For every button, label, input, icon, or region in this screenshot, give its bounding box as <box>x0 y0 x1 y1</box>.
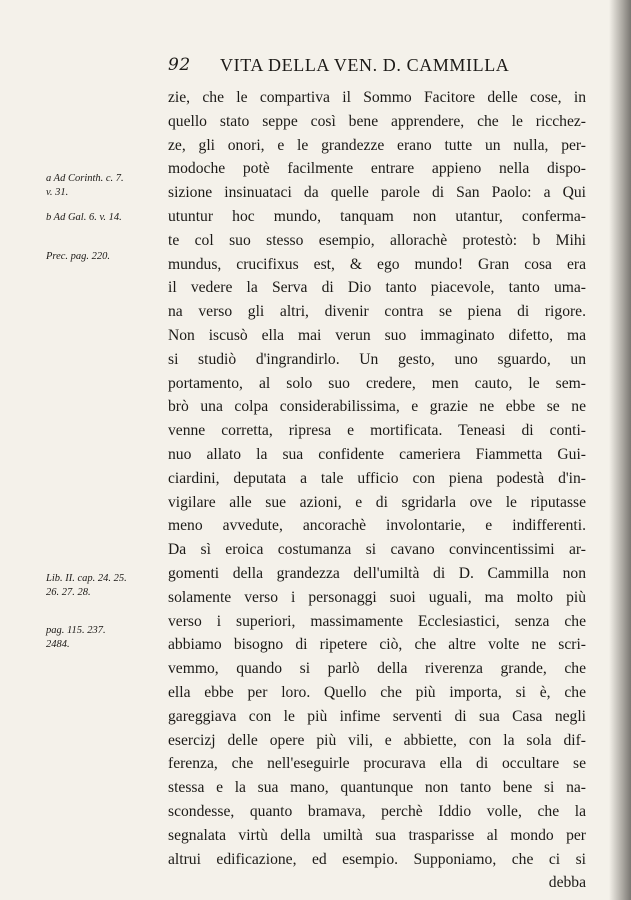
text-line: scondesse, quanto bramava, perchè Iddio volle, che la <box>168 802 586 820</box>
running-title: VITA DELLA VEN. D. CAMMILLA <box>220 55 510 75</box>
text-line: ferenza, che nell'eseguirle procurava ella di occultare se <box>168 755 586 773</box>
text-line: si studiò d'ingrandirlo. Un gesto, uno sguardo, un <box>168 350 586 368</box>
margin-note-line: Prec. pag. 220. <box>46 251 111 262</box>
text-line: esercizj delle opere più vili, e abbiette, con la sola dif- <box>168 731 586 749</box>
text-line: gareggiava con le più infime serventi di sua Casa negli <box>168 707 586 725</box>
margin-note-book-chapter <box>46 572 162 600</box>
text-line: abbiamo bisogno di ripetere ciò, che altre volte ne scri- <box>168 636 586 654</box>
margin-note-line: 2484. <box>46 639 70 650</box>
text-line: verso i superiori, massimamente Ecclesiastici, senza che <box>168 612 586 630</box>
text-line: Da sì eroica costumanza si cavano convincentissimi ar- <box>168 541 586 559</box>
text-line: venne corretta, ripresa e mortificata. Teneasi di conti- <box>168 422 586 440</box>
margin-note-previous-page <box>46 250 162 264</box>
margin-note-pages <box>46 624 162 652</box>
text-line: utuntur hoc mundo, tanquam non utantur, conferma- <box>168 207 586 225</box>
text-line: vigilare alle sue azioni, e di sgridarla ove le riputasse <box>168 493 586 511</box>
page-edge-shadow <box>609 0 631 900</box>
text-line: il vedere la Serva di Dio tanto piacevole, tanto uma- <box>168 279 586 297</box>
text-line: Non iscusò ella mai verun suo immaginato difetto, ma <box>168 326 586 344</box>
margin-note-galatians <box>46 211 162 225</box>
text-line: te col suo stesso esempio, allorachè protestò: b Mihi <box>168 231 586 249</box>
text-line: segnalata virtù della umiltà sua trasparisse al mondo per <box>168 826 586 844</box>
margin-note-corinthians <box>46 172 162 200</box>
text-line: modoche potè facilmente entrare appieno nella dispo- <box>168 160 586 178</box>
body-text <box>168 86 586 895</box>
margin-note-line: 26. 27. 28. <box>46 587 91 598</box>
margin-note-line: Lib. II. cap. 24. 25. <box>46 573 127 584</box>
text-line: ciardini, deputata a tale ufficio con piena podestà d'in- <box>168 469 586 487</box>
text-line: portamento, al solo suo credere, men cauto, le sem- <box>168 374 586 392</box>
margin-note-line: b Ad Gal. 6. v. 14. <box>46 212 122 223</box>
text-line: sizione insinuataci da quelle parole di San Paolo: a Qui <box>168 184 586 202</box>
margin-note-line: pag. 115. 237. <box>46 625 106 636</box>
text-line: zie, che le compartiva il Sommo Facitore delle cose, in <box>168 89 586 106</box>
text-line: solamente verso i personaggi suoi uguali, ma molto più <box>168 588 586 606</box>
text-line: brò una colpa considerabilissima, e grazie ne ebbe se ne <box>168 398 586 416</box>
text-line: ze, gli onori, e le grandezze erano tutte un nulla, per- <box>168 136 586 154</box>
text-line: ella ebbe per loro. Quello che più importa, si è, che <box>168 683 586 701</box>
text-line: debba <box>548 874 586 892</box>
text-line: quello stato seppe così bene apprendere, che le ricchez- <box>168 112 586 130</box>
text-line: na verso gli altri, divenir contra se piena di rigore. <box>168 303 586 321</box>
text-line: vemmo, quando si parlò della riverenza grande, che <box>168 660 586 678</box>
text-line: meno avvedute, ancorachè involontarie, e indifferenti. <box>168 517 586 535</box>
margin-note-line: v. 31. <box>46 187 69 198</box>
page-number: 92 <box>168 55 191 75</box>
text-line: nuo allato la sua confidente cameriera Fiammetta Gui- <box>168 445 586 463</box>
page-header <box>168 55 588 81</box>
text-line: gomenti della grandezza dell'umiltà di D. Cammilla non <box>168 564 586 582</box>
text-line: mundus, crucifixus est, & ego mundo! Gran cosa era <box>168 255 586 273</box>
margin-note-line: a Ad Corinth. c. 7. <box>46 173 124 184</box>
text-line: altrui edificazione, ed esempio. Supponiamo, che ci si <box>168 850 586 868</box>
text-line: stessa e la sua mano, quantunque non tanto bene si na- <box>168 779 586 797</box>
